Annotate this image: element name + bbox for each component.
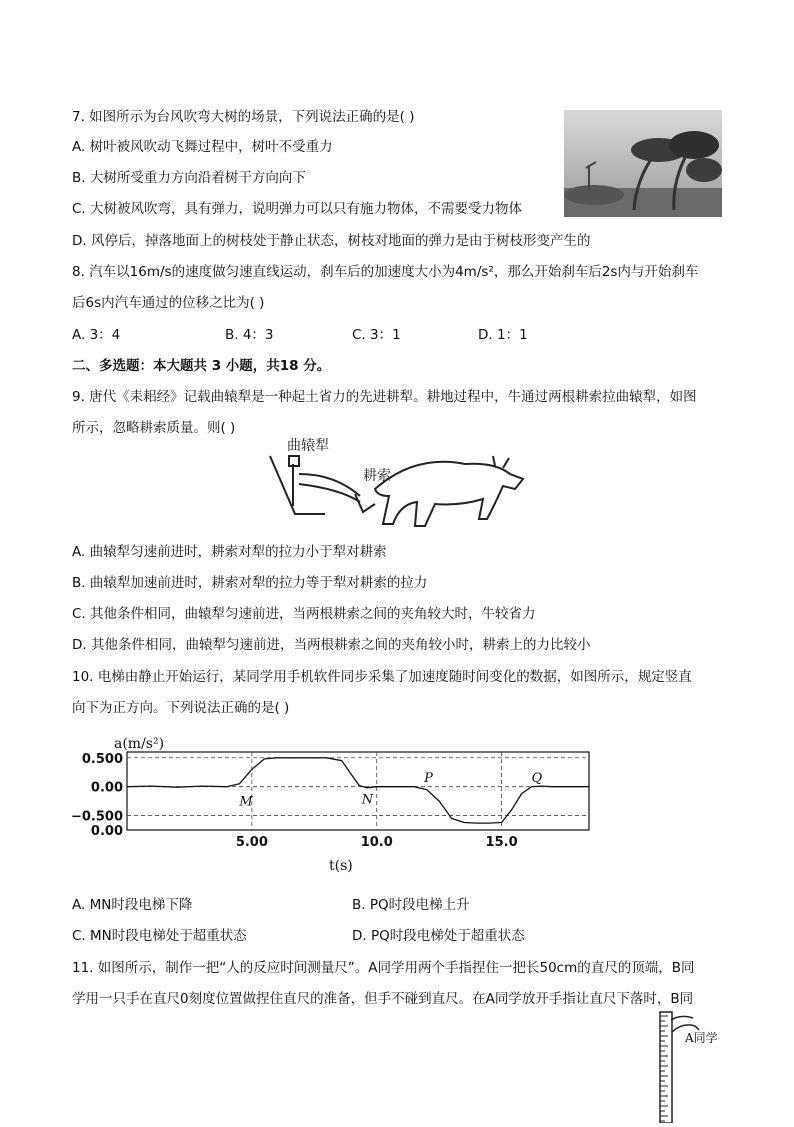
q10-option-c: C. MN时段电梯处于超重状态 [72, 928, 247, 944]
label-student-a: A同学 [685, 1031, 718, 1045]
point-label-p: P [424, 770, 433, 786]
q11-stem-line2: 学用一只手在直尺0刻度位置做捏住直尺的准备，但手不碰到直尺。在A同学放开手指让直尺下落时，B同 [72, 991, 694, 1007]
q10-option-a: A. MN时段电梯下降 [72, 897, 193, 913]
q10-option-b: B. PQ时段电梯上升 [352, 897, 470, 913]
ruler-figure [655, 1010, 725, 1123]
q8-option-b: B. 4：3 [225, 327, 274, 343]
q10-stem-line2: 向下为正方向。下列说法正确的是( ) [72, 700, 290, 716]
y-axis-label: a(m/s²) [114, 736, 165, 752]
q8-option-d: D. 1：1 [478, 327, 528, 343]
q9-option-d: D. 其他条件相同，曲辕犁匀速前进，当两根耕索之间的夹角较小时，耕索上的力比较小 [72, 637, 591, 653]
point-label-n: N [361, 792, 374, 808]
y-tick-label: 0.500 [81, 751, 123, 767]
q8-option-a: A. 3：4 [72, 327, 121, 343]
x-axis-label: t(s) [329, 858, 353, 874]
section-heading: 二、多选题：本大题共 3 小题，共18 分。 [72, 358, 331, 374]
q11-stem-line1: 11. 如图所示，制作一把“人的反应时间测量尺”。A同学用两个手指捏住一把长50cm的直尺的顶端，B同 [72, 960, 695, 976]
acceleration-series-line [127, 758, 589, 823]
plot-frame [127, 752, 589, 830]
x-tick-label: 15.0 [485, 835, 518, 850]
q7-stem: 7. 如图所示为台风吹弯大树的场景，下列说法正确的是( ) [72, 109, 415, 125]
plow-ox-figure [265, 434, 530, 530]
q8-stem-line2: 后6s内汽车通过的位移之比为( ) [72, 295, 265, 311]
q10-option-d: D. PQ时段电梯处于超重状态 [352, 928, 525, 944]
q8-stem-line1: 8. 汽车以16m/s的速度做匀速直线运动，刹车后的加速度大小为4m/s²，那么开始刹车后2s内与开始刹车 [72, 264, 699, 280]
q8-option-c: C. 3：1 [352, 327, 401, 343]
q7-option-d: D. 风停后，掉落地面上的树枝处于静止状态，树枝对地面的弹力是由于树枝形变产生的 [72, 233, 591, 249]
q7-option-b: B. 大树所受重力方向沿着树干方向向下 [72, 170, 306, 186]
q9-option-c: C. 其他条件相同，曲辕犁匀速前进，当两根耕索之间的夹角较大时，牛较省力 [72, 606, 536, 622]
y-tick-label: 0.00 [90, 780, 123, 796]
y-tick-label: −0.500 [72, 809, 123, 825]
q7-option-a: A. 树叶被风吹动飞舞过程中，树叶不受重力 [72, 139, 333, 155]
acceleration-chart [72, 730, 612, 880]
q9-stem-line2: 所示，忽略耕索质量。则( ) [72, 420, 236, 436]
q9-option-b: B. 曲辕犁加速前进时，耕索对犁的拉力等于犁对耕索的拉力 [72, 575, 428, 591]
y-tick-label: 0.00 [90, 824, 123, 839]
q9-option-a: A. 曲辕犁匀速前进时，耕索对犁的拉力小于犁对耕索 [72, 544, 387, 560]
x-tick-label: 5.00 [235, 835, 268, 850]
q10-stem-line1: 10. 电梯由静止开始运行，某同学用手机软件同步采集了加速度随时间变化的数据，如图所示，规定竖直 [72, 669, 692, 685]
typhoon-tree-photo [564, 110, 722, 217]
q9-stem-line1: 9. 唐代《耒耜经》记载曲辕犁是一种起土省力的先进耕犁。耕地过程中，牛通过两根耕索拉曲辕犁，如图 [72, 389, 697, 405]
label-plow: 曲辕犁 [287, 438, 329, 454]
q7-option-c: C. 大树被风吹弯，具有弹力，说明弹力可以只有施力物体，不需要受力物体 [72, 201, 523, 217]
label-rope: 耕索 [363, 468, 391, 484]
x-tick-label: 10.0 [360, 835, 393, 850]
point-label-q: Q [531, 770, 543, 786]
point-label-m: M [239, 794, 253, 810]
